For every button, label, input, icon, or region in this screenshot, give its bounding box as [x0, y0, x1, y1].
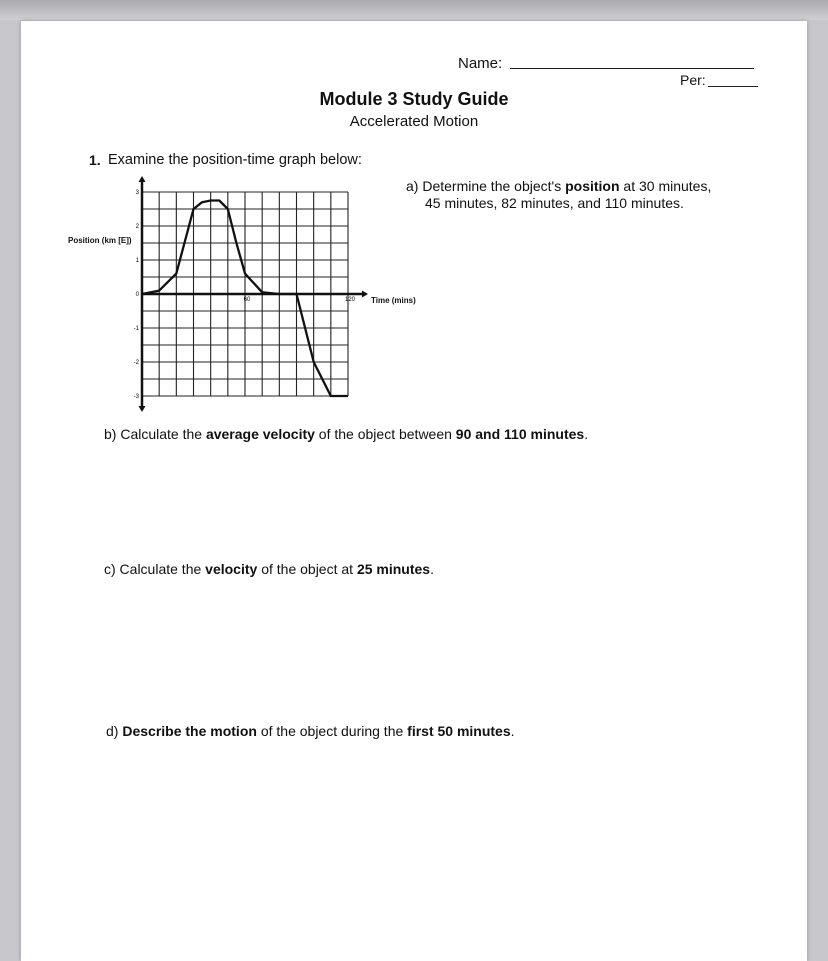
y-tick-label: -1 — [134, 326, 140, 332]
x-axis-arrow — [362, 291, 368, 298]
part-b-suffix: . — [584, 426, 588, 442]
part-d-bold2: first 50 minutes — [407, 723, 510, 739]
part-c-prefix: c) Calculate the — [104, 561, 205, 577]
part-c-bold1: velocity — [205, 561, 257, 577]
y-tick-label: -2 — [134, 360, 140, 366]
y-tick-label: 0 — [136, 292, 140, 298]
part-b-bold1: average velocity — [206, 426, 315, 442]
part-a-suffix: at 30 minutes, — [620, 178, 712, 194]
y-axis-arrow-down — [139, 406, 146, 412]
part-d — [106, 723, 515, 740]
page-title: Module 3 Study Guide — [0, 89, 828, 110]
question-number: 1. — [89, 152, 101, 168]
question-prompt: Examine the position-time graph below: — [108, 152, 362, 168]
y-tick-label: 3 — [136, 190, 140, 196]
part-b-bold2: 90 and 110 minutes — [456, 426, 584, 442]
period-blank-line — [708, 86, 758, 87]
x-tick-label: 120 — [345, 297, 356, 303]
part-a-prefix: a) Determine the object's — [406, 178, 565, 194]
part-d-middle: of the object during the — [257, 723, 407, 739]
part-a — [406, 178, 766, 212]
part-c-suffix: . — [430, 561, 434, 577]
part-d-suffix: . — [511, 723, 515, 739]
y-tick-label: -3 — [134, 394, 140, 400]
y-axis-label: Position (km [E]) — [68, 236, 132, 245]
part-d-prefix: d) — [106, 723, 122, 739]
page-subtitle: Accelerated Motion — [0, 113, 828, 130]
y-tick-label: 1 — [136, 258, 140, 264]
part-c-bold2: 25 minutes — [357, 561, 430, 577]
name-label: Name: — [458, 55, 502, 72]
name-blank-line — [510, 68, 754, 69]
part-b — [104, 426, 588, 443]
part-d-bold1: Describe the motion — [122, 723, 257, 739]
part-c-middle: of the object at — [257, 561, 357, 577]
x-axis-label: Time (mins) — [371, 296, 416, 305]
x-tick-label: 60 — [244, 297, 251, 303]
y-axis-arrow-up — [139, 176, 146, 182]
part-b-middle: of the object between — [315, 426, 456, 442]
period-label: Per: — [680, 72, 706, 88]
window-top-bar — [0, 0, 828, 20]
position-time-graph — [60, 170, 380, 420]
part-c — [104, 561, 434, 578]
part-b-prefix: b) Calculate the — [104, 426, 206, 442]
part-a-bold: position — [565, 178, 619, 194]
y-tick-label: 2 — [136, 224, 140, 230]
part-a-line2: 45 minutes, 82 minutes, and 110 minutes. — [406, 195, 766, 212]
